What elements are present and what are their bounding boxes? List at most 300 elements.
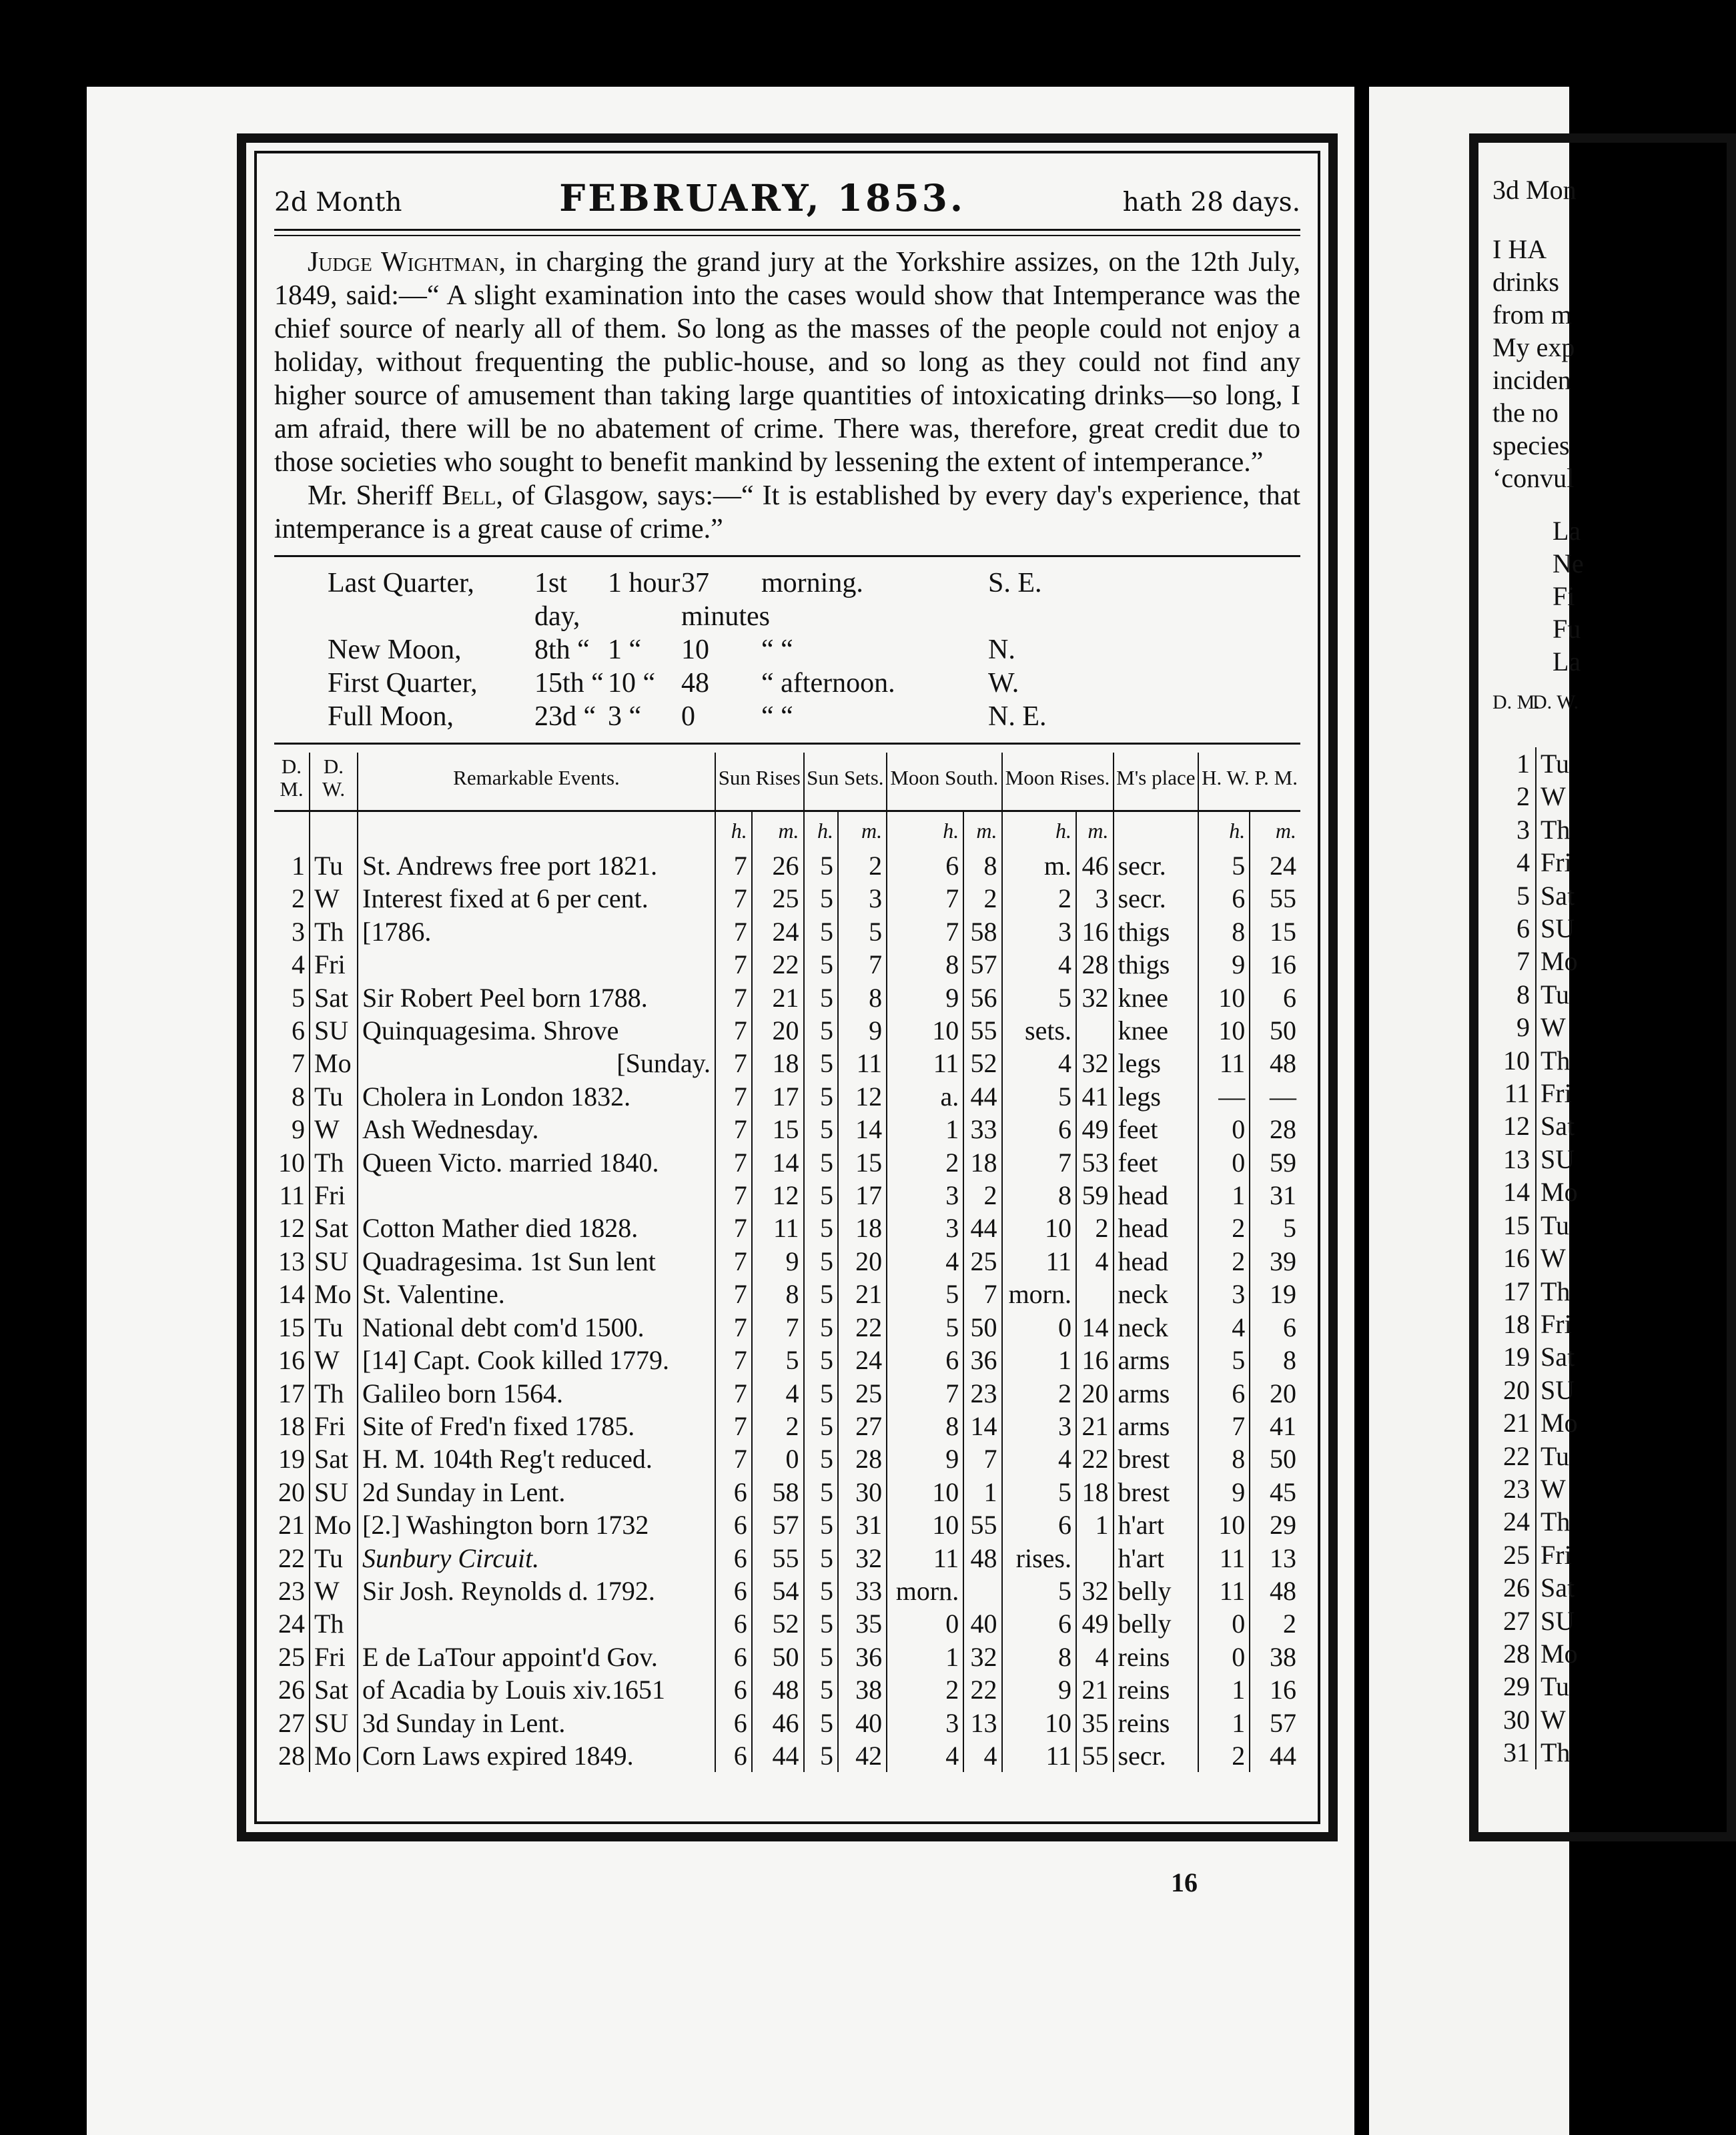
table-cell: Galileo born 1564.: [358, 1377, 715, 1410]
table-cell: 2: [1076, 1212, 1114, 1244]
col-moon-rises: Moon Rises.: [1002, 753, 1114, 811]
table-cell: Site of Fred'n fixed 1785.: [358, 1410, 715, 1442]
right-day-weekday: Tu: [1541, 749, 1570, 779]
right-day-number: 28: [1492, 1637, 1537, 1670]
table-cell: 48: [963, 1542, 1001, 1575]
right-day-number: 11: [1492, 1077, 1537, 1110]
table-cell: 7: [715, 882, 752, 915]
table-row: [274, 882, 1300, 915]
table-cell: 59: [1076, 1179, 1114, 1212]
unit-m: m.: [963, 811, 1001, 850]
table-cell: 9: [1002, 1673, 1077, 1706]
moon-phase-cell: 37 minutes: [681, 568, 770, 632]
right-day-number: 29: [1492, 1670, 1537, 1703]
table-cell: Fri: [310, 1179, 358, 1212]
table-row: [274, 1607, 1300, 1640]
right-page-text: [1492, 160, 1626, 1769]
unit-m: m.: [1275, 819, 1296, 843]
table-cell: 17: [838, 1179, 887, 1212]
table-cell: brest: [1114, 1442, 1199, 1475]
table-cell: 5: [804, 1739, 838, 1772]
table-cell: 2: [838, 849, 887, 882]
table-cell: 4: [887, 1739, 963, 1772]
table-row: [274, 1278, 1300, 1310]
table-cell: 7: [715, 915, 752, 948]
table-row: [274, 1377, 1300, 1410]
table-cell: neck: [1114, 1311, 1199, 1344]
table-cell: 23: [963, 1377, 1001, 1410]
right-page-line: My exp: [1492, 332, 1575, 362]
table-cell: 13: [274, 1245, 310, 1278]
table-cell: Fri: [310, 1410, 358, 1442]
table-cell: 0: [887, 1607, 963, 1640]
table-cell: h'art: [1114, 1542, 1199, 1575]
unit-m: m.: [752, 811, 804, 850]
table-cell: Mo: [310, 1509, 358, 1541]
table-cell: 2: [1198, 1739, 1250, 1772]
intro-text-2: of Glasgow, says:—“ It is established by every day's experience, that intemperance is a great cause of crime.”: [274, 480, 1300, 544]
moon-phase-row: [328, 700, 1300, 733]
table-cell: [2.] Washington born 1732: [358, 1509, 715, 1541]
table-cell: Th: [310, 915, 358, 948]
table-cell: 7: [715, 1014, 752, 1047]
table-row: [274, 915, 1300, 948]
moon-phase-cell: 1 “: [608, 634, 642, 665]
table-row: [274, 1113, 1300, 1146]
moon-phase-cell: 8th “: [534, 634, 590, 665]
header-rule: [274, 229, 1300, 231]
table-cell: arms: [1114, 1377, 1199, 1410]
table-cell: 10: [1198, 1509, 1250, 1541]
table-cell: H. M. 104th Reg't reduced.: [358, 1442, 715, 1475]
table-cell: 2: [752, 1410, 804, 1442]
table-row: [274, 1344, 1300, 1376]
right-day-weekday: Th: [1541, 1737, 1571, 1768]
right-day-weekday: W: [1541, 1012, 1566, 1043]
table-cell: 2: [887, 1673, 963, 1706]
right-day-number: 18: [1492, 1308, 1537, 1340]
table-cell: 17: [752, 1080, 804, 1113]
right-day-row: [1492, 1077, 1626, 1110]
right-day-weekday: Mo: [1541, 1638, 1578, 1669]
table-cell: 6: [715, 1575, 752, 1607]
right-page-line: Fu: [1553, 614, 1581, 644]
moon-phase-row: [328, 633, 1300, 667]
table-cell: 55: [963, 1014, 1001, 1047]
right-day-number: 16: [1492, 1242, 1537, 1274]
table-cell: 20: [752, 1014, 804, 1047]
table-row: [274, 1442, 1300, 1475]
right-day-number: 27: [1492, 1605, 1537, 1637]
table-cell: 7: [715, 849, 752, 882]
table-cell: 5: [1002, 1080, 1077, 1113]
right-day-row: [1492, 813, 1626, 846]
table-cell: 10: [887, 1014, 963, 1047]
table-cell: 7: [1002, 1146, 1077, 1179]
table-cell: 22: [1076, 1442, 1114, 1475]
right-day-row: [1492, 1340, 1626, 1373]
table-cell: [1076, 1014, 1114, 1047]
table-cell: 11: [274, 1179, 310, 1212]
intro-text-1: in charging the grand jury at the Yorkshire assizes, on the 12th July, 1849, said:—“ A slight examination into the cases would show that Intemperance was the chief source of nearly all of them. So long as the masses of the people could not enjoy a holiday, without frequenting the public-house, and so long as they could not find any higher source of amusement than taking large quantities of intoxicating drinks—so long, I am afraid, there will be no abatement of crime. There was, therefore, great credit due to those societies who sought to benefit mankind by lessening the extent of intemperance.”: [274, 247, 1301, 478]
table-cell: of Acadia by Louis xiv.1651: [358, 1673, 715, 1706]
table-cell: 50: [963, 1311, 1001, 1344]
table-cell: 11: [1198, 1542, 1250, 1575]
table-cell: 11: [887, 1542, 963, 1575]
table-row: [274, 1047, 1300, 1080]
table-cell: 30: [838, 1476, 887, 1509]
table-cell: 7: [715, 1344, 752, 1376]
sheriff-prefix: Mr. Sheriff: [308, 480, 442, 511]
table-cell: 31: [838, 1509, 887, 1541]
moon-rule-top: [274, 555, 1300, 557]
table-cell: Sir Robert Peel born 1788.: [358, 981, 715, 1014]
right-day-number: 6: [1492, 912, 1537, 945]
right-dw-header: D. W.: [1533, 691, 1579, 713]
header-rule-secondary: [274, 235, 1300, 236]
right-day-number: 23: [1492, 1472, 1537, 1505]
table-cell: Cholera in London 1832.: [358, 1080, 715, 1113]
table-cell: 11: [1002, 1245, 1077, 1278]
intro-paragraph-2: [274, 479, 1300, 546]
table-cell: 8: [963, 849, 1001, 882]
table-cell: 36: [838, 1641, 887, 1673]
table-cell: 5: [804, 882, 838, 915]
right-day-row: [1492, 1505, 1626, 1538]
table-cell: 4: [1002, 1442, 1077, 1475]
right-day-weekday: Fri: [1541, 847, 1572, 878]
table-cell: 16: [1270, 949, 1296, 980]
table-cell: 5: [887, 1278, 963, 1310]
table-cell: arms: [1114, 1410, 1199, 1442]
right-day-weekday: SU: [1541, 1144, 1575, 1174]
table-cell: 8: [1283, 1345, 1296, 1376]
table-cell: 41: [1076, 1080, 1114, 1113]
table-row: [274, 981, 1300, 1014]
right-day-row: [1492, 1143, 1626, 1176]
table-cell: 49: [1076, 1607, 1114, 1640]
table-cell: 26: [274, 1673, 310, 1706]
table-cell: 3: [1002, 1410, 1077, 1442]
moon-phase-cell: “ afternoon.: [761, 668, 895, 699]
table-cell: 8: [887, 1410, 963, 1442]
table-cell: 26: [752, 849, 804, 882]
table-cell: Sunbury Circuit.: [358, 1542, 715, 1575]
table-cell: feet: [1114, 1113, 1199, 1146]
table-cell: reins: [1114, 1707, 1199, 1739]
table-cell: 5: [1002, 1476, 1077, 1509]
table-cell: 55: [1270, 883, 1296, 914]
table-cell: 48: [1270, 1575, 1296, 1606]
table-cell: sets.: [1002, 1014, 1077, 1047]
right-day-number: 10: [1492, 1044, 1537, 1077]
unit-h: h.: [1198, 811, 1250, 850]
table-cell: 9: [1198, 948, 1250, 981]
table-cell: morn.: [887, 1575, 963, 1607]
table-cell: 28: [1270, 1114, 1296, 1145]
table-cell: 15: [274, 1311, 310, 1344]
table-cell: 5: [887, 1311, 963, 1344]
table-cell: 24: [752, 915, 804, 948]
table-cell: National debt com'd 1500.: [358, 1311, 715, 1344]
table-cell: 4: [274, 948, 310, 981]
col-moon-south: Moon South.: [887, 753, 1001, 811]
table-cell: 4: [963, 1739, 1001, 1772]
right-day-number: 20: [1492, 1374, 1537, 1406]
table-cell: 5: [1198, 849, 1250, 882]
table-cell: 10: [887, 1509, 963, 1541]
table-cell: 16: [1270, 1675, 1296, 1705]
right-day-number: 17: [1492, 1275, 1537, 1308]
table-cell: 7: [963, 1442, 1001, 1475]
table-cell: 6: [1002, 1509, 1077, 1541]
table-cell: 4: [1002, 948, 1077, 981]
table-cell: 6: [715, 1707, 752, 1739]
col-sun-sets: Sun Sets.: [804, 753, 887, 811]
table-cell: 0: [1198, 1641, 1250, 1673]
right-day-weekday: Tu: [1541, 1210, 1570, 1240]
table-cell: 6: [1198, 882, 1250, 915]
table-cell: St. Andrews free port 1821.: [358, 849, 715, 882]
table-cell: neck: [1114, 1278, 1199, 1310]
table-cell: 5: [804, 849, 838, 882]
table-cell: 22: [752, 948, 804, 981]
table-cell: 7: [887, 882, 963, 915]
right-day-row: [1492, 1406, 1626, 1439]
table-cell: feet: [1114, 1146, 1199, 1179]
moon-phase-cell: morning.: [761, 568, 863, 598]
table-cell: 5: [804, 1509, 838, 1541]
table-cell: 40: [838, 1707, 887, 1739]
right-day-number: 30: [1492, 1703, 1537, 1736]
table-cell: 55: [1076, 1739, 1114, 1772]
right-day-number: 1: [1492, 747, 1537, 780]
table-cell: 50: [1270, 1015, 1296, 1046]
col-moon-place: M's place: [1114, 753, 1199, 811]
table-cell: 32: [838, 1542, 887, 1575]
table-cell: Sat: [310, 1673, 358, 1706]
moon-rule-bottom: [274, 743, 1300, 745]
table-cell: 1: [1076, 1509, 1114, 1541]
right-day-row: [1492, 1736, 1626, 1769]
table-cell: 48: [752, 1673, 804, 1706]
right-day-row: [1492, 1176, 1626, 1208]
table-cell: 5: [804, 1476, 838, 1509]
table-cell: W: [310, 1113, 358, 1146]
table-cell: 1: [1198, 1707, 1250, 1739]
table-cell: 3: [274, 915, 310, 948]
table-cell: brest: [1114, 1476, 1199, 1509]
table-cell: W: [310, 1575, 358, 1607]
table-cell: 7: [887, 915, 963, 948]
moon-phase-cell: 1 hour: [608, 568, 681, 598]
table-cell: 38: [1270, 1641, 1296, 1672]
right-day-weekday: W: [1541, 1704, 1566, 1735]
right-day-number: 3: [1492, 813, 1537, 846]
right-day-weekday: W: [1541, 1473, 1566, 1504]
right-day-weekday: Mo: [1541, 1177, 1578, 1208]
table-cell: 56: [963, 981, 1001, 1014]
right-day-weekday: W: [1541, 1243, 1566, 1274]
table-cell: Sat: [310, 1212, 358, 1244]
table-cell: 57: [752, 1509, 804, 1541]
table-cell: Fri: [310, 1641, 358, 1673]
table-cell: —: [1270, 1081, 1296, 1112]
table-cell: secr.: [1114, 849, 1199, 882]
table-cell: Quinquagesima. Shrove: [358, 1014, 715, 1047]
table-cell: 19: [1270, 1279, 1296, 1310]
moon-phase-row: [328, 667, 1300, 700]
table-cell: 7: [715, 1179, 752, 1212]
table-cell: 16: [274, 1344, 310, 1376]
table-row: [274, 1641, 1300, 1673]
table-cell: Tu: [310, 1080, 358, 1113]
table-cell: 28: [1076, 948, 1114, 981]
intro-paragraph-1: [274, 246, 1300, 479]
table-cell: 22: [274, 1542, 310, 1575]
table-cell: 16: [1076, 1344, 1114, 1376]
table-cell: [963, 1575, 1001, 1607]
table-row: [274, 1707, 1300, 1739]
table-cell: [14] Capt. Cook killed 1779.: [358, 1344, 715, 1376]
table-cell: 12: [838, 1080, 887, 1113]
right-page-line: the no: [1492, 398, 1559, 428]
moon-phase-cell: “ “: [761, 701, 793, 732]
table-cell: 5: [804, 1047, 838, 1080]
table-cell: 8: [1198, 1442, 1250, 1475]
table-cell: 7: [715, 1047, 752, 1080]
right-day-row: [1492, 747, 1626, 780]
right-day-row: [1492, 1670, 1626, 1703]
table-cell: 52: [752, 1607, 804, 1640]
table-cell: St. Valentine.: [358, 1278, 715, 1310]
table-cell: 6: [715, 1641, 752, 1673]
unit-m: m.: [1076, 811, 1114, 850]
table-cell: 58: [963, 915, 1001, 948]
right-day-number: 24: [1492, 1505, 1537, 1538]
table-cell: 59: [1270, 1147, 1296, 1178]
moon-phase-cell: N. E.: [988, 701, 1047, 732]
table-cell: 7: [1198, 1410, 1250, 1442]
table-cell: belly: [1114, 1575, 1199, 1607]
table-cell: 4: [1002, 1047, 1077, 1080]
right-day-row: [1492, 1539, 1626, 1571]
table-cell: 31: [1270, 1180, 1296, 1211]
right-day-row: [1492, 912, 1626, 945]
table-row: [274, 948, 1300, 981]
table-cell: head: [1114, 1179, 1199, 1212]
table-cell: 22: [838, 1311, 887, 1344]
table-cell: 25: [838, 1377, 887, 1410]
table-cell: 24: [274, 1607, 310, 1640]
table-cell: 4: [887, 1245, 963, 1278]
table-cell: 14: [274, 1278, 310, 1310]
moon-phase-row: [328, 566, 1300, 633]
table-cell: 35: [1076, 1707, 1114, 1739]
table-cell: 32: [1076, 1575, 1114, 1607]
table-cell: [1076, 1542, 1114, 1575]
table-cell: Th: [310, 1146, 358, 1179]
table-cell: morn.: [1002, 1278, 1077, 1310]
table-cell: 10: [1002, 1212, 1077, 1244]
table-cell: 2: [274, 882, 310, 915]
table-cell: 15: [838, 1146, 887, 1179]
right-day-weekday: Fri: [1541, 1078, 1572, 1109]
table-row: [274, 1212, 1300, 1244]
unit-m: m.: [838, 811, 887, 850]
table-cell: a.: [887, 1080, 963, 1113]
table-cell: 8: [1002, 1179, 1077, 1212]
unit-h: h.: [887, 811, 963, 850]
table-cell: 12: [274, 1212, 310, 1244]
table-cell: 12: [752, 1179, 804, 1212]
table-row: [274, 1739, 1300, 1772]
table-cell: 4: [1076, 1641, 1114, 1673]
table-cell: [358, 1179, 715, 1212]
right-page: [1369, 87, 1584, 2135]
right-day-number: 4: [1492, 846, 1537, 879]
table-cell: 9: [887, 981, 963, 1014]
table-cell: 0: [1002, 1311, 1077, 1344]
table-cell: Th: [310, 1377, 358, 1410]
right-day-row: [1492, 780, 1626, 813]
table-cell: 5: [804, 915, 838, 948]
table-cell: 21: [274, 1509, 310, 1541]
right-page-line: from m: [1492, 300, 1572, 330]
table-cell: Ash Wednesday.: [358, 1113, 715, 1146]
right-day-row: [1492, 1044, 1626, 1077]
right-dm-header: D. M.: [1492, 691, 1540, 713]
table-cell: SU: [310, 1245, 358, 1278]
right-day-row: [1492, 1011, 1626, 1043]
table-cell: 40: [963, 1607, 1001, 1640]
right-day-weekday: SU: [1541, 1374, 1575, 1405]
table-cell: 5: [804, 1707, 838, 1739]
table-cell: 5: [804, 1442, 838, 1475]
table-cell: 5: [804, 1146, 838, 1179]
moon-phase-cell: 23d “: [534, 701, 596, 732]
table-cell: Sat: [310, 981, 358, 1014]
table-cell: arms: [1114, 1344, 1199, 1376]
right-day-number: 7: [1492, 945, 1537, 977]
table-cell: 53: [1076, 1146, 1114, 1179]
table-cell: 10: [274, 1146, 310, 1179]
moon-phases: [274, 566, 1300, 733]
table-cell: 14: [963, 1410, 1001, 1442]
table-cell: 21: [1076, 1410, 1114, 1442]
table-cell: 14: [838, 1113, 887, 1146]
table-cell: 5: [804, 1410, 838, 1442]
table-cell: Th: [310, 1607, 358, 1640]
table-cell: 13: [963, 1707, 1001, 1739]
moon-phase-cell: 10: [681, 634, 709, 665]
table-cell: Mo: [310, 1278, 358, 1310]
table-row: [274, 1080, 1300, 1113]
page-frame-inner: [254, 151, 1320, 1824]
table-cell: 3: [1002, 915, 1077, 948]
table-cell: 8: [752, 1278, 804, 1310]
table-cell: reins: [1114, 1673, 1199, 1706]
table-cell: 7: [838, 948, 887, 981]
table-row: [274, 1509, 1300, 1541]
right-page-line: 3d Mon: [1492, 175, 1577, 205]
table-cell: Queen Victo. married 1840.: [358, 1146, 715, 1179]
moon-phase-cell: First Quarter,: [328, 668, 478, 699]
page-header: [274, 153, 1300, 220]
right-day-row: [1492, 879, 1626, 912]
right-day-weekday: SU: [1541, 1605, 1575, 1636]
table-cell: 7: [715, 1146, 752, 1179]
